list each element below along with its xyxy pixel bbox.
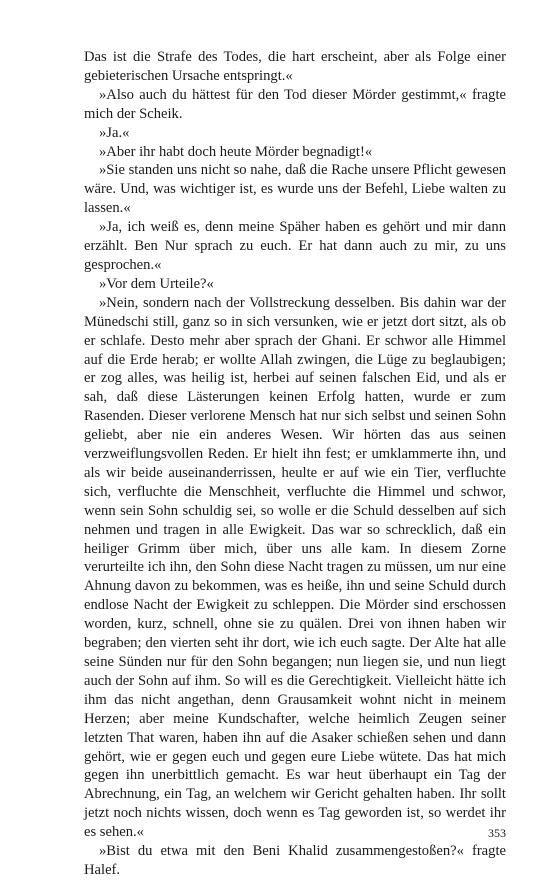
paragraph-4: »Aber ihr habt doch heute Mörder begnadigt!« [99,143,373,160]
paragraph-2: »Also auch du hättest für den Tod dieser Mörder gestimmt,« fragte mich der Scheik. [84,86,506,122]
page-number: 353 [488,826,506,840]
paragraph-3: »Ja.« [99,124,130,141]
paragraph-9: »Bist du etwa mit den Beni Khalid zusammengestoßen?« fragte Halef. [84,843,506,878]
paragraph-6: »Ja, ich weiß es, denn meine Späher haben es gehört und mir dann erzählt. Ben Nur sprach zu euch. Er hat dann auch zu mir, zu uns gesprochen.« [84,219,506,273]
paragraph-8: »Nein, sondern nach der Vollstreckung desselben. Bis dahin war der Münedschi still, ganz so in sich versunken, wie er jetzt dort sitzt, als ob er schlafe. Desto mehr aber sprach der Ghani. Er schwor alle Himmel auf die Erde herab; er wollte Allah zwingen, die Lüge zu beglaubigen; er zog alles, was heilig ist, herbei auf seinen falschen Eid, und als er sah, daß diese Lästerungen keinen Erfolg hatten, wurde er zum Rasenden. Dieser verlorene Mensch hat nur sich selbst und seinen Sohn geliebt, aber nie ein anderes Wesen. Wir hörten das aus seinen verzweiflungsvollen Reden. Er hielt ihn fest; er umklammerte ihn, und als wir beide auseinanderrissen, heulte er auf wie ein Tier, verfluchte sich, verfluchte die Menschheit, verfluchte die Himmel und schwor, wenn sein Sohn schuldig sei, so wolle er die Schuld desselben auf sich nehmen und tragen in alle Ewigkeit. Das war so schrecklich, daß ein heiliger Grimm über mich, über uns alle kam. In diesem Zorne verurteilte ich ihn, den Sohn diese Nacht tragen zu müssen, um nur eine Ahnung davon zu bekommen, was es heiße, ihn und seine Schuld durch endlose Nacht der Ewigkeit zu schleppen. Die Mörder sind erschossen worden, kurz, schnell, ohne sie zu quälen. Drei von ihnen haben wir begraben; den vierten seht ihr dort, wie ich euch sagte. Der Alte hat alle seine Sünden nur für den Sohn begangen; nun liegen sie, und nun liegt auch der Sohn auf ihm. So will es die Gerechtigkeit. Vielleicht hätte ich ihm das nicht angethan, denn Grausamkeit wohnt nicht in meinem Herzen; aber meine Kundschafter, welche heimlich Zeugen seiner letzten That waren, haben ihn auf die Asaker schießen sehen und dann gehört, wie er gegen euch und gegen eure Liebe wütete. Das hat mich gegen ihn unerbittlich gemacht. Es war heut überhaupt ein Tag der Abrechnung, ein Tag, an welchem wir Gericht gehalten haben. Ihr sollt jetzt noch nichts wissen, doch wenn es Tag geworden ist, so werdet ihr es sehen.« [84,294,506,841]
paragraph-5: »Sie standen uns nicht so nahe, daß die Rache unsere Pflicht gewesen wäre. Und, was wichtiger ist, es wurde uns der Befehl, Liebe walten zu lassen.« [84,162,506,217]
paragraph-7: »Vor dem Urteile?« [99,275,214,292]
paragraph-1: Das ist die Strafe des Todes, die hart erscheint, aber als Folge einer gebieterischen Ursache entspringt.« [84,49,506,84]
body-text [84,48,506,880]
